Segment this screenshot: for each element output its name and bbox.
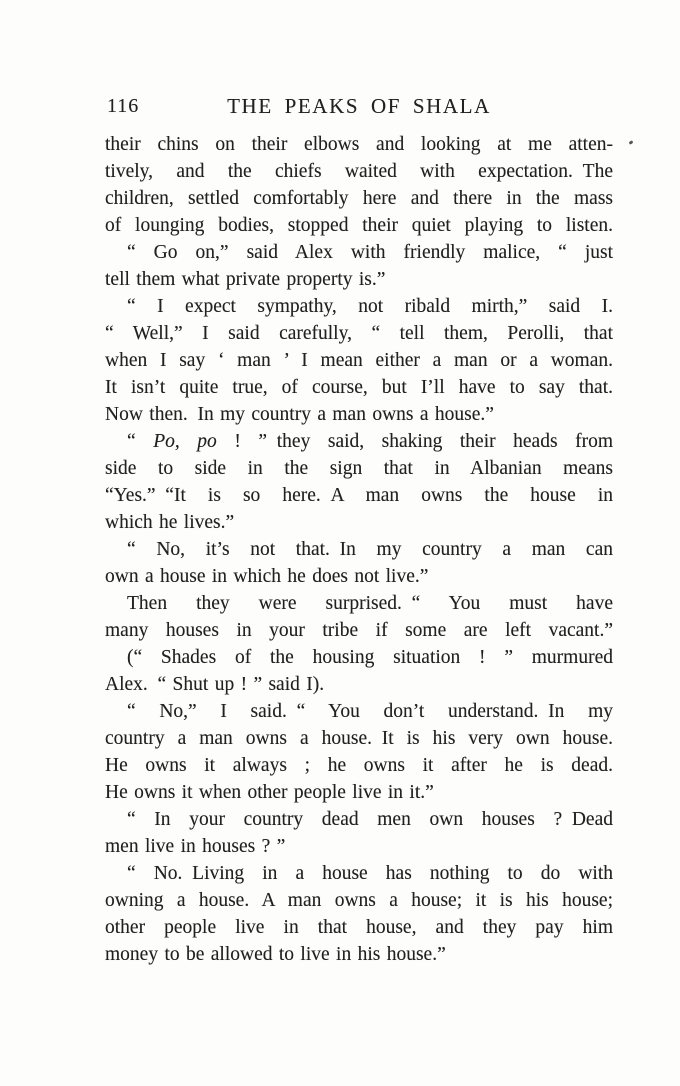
text-line: money to be allowed to live in his house.” [105, 944, 446, 965]
text-line: Alex. “ Shut up ! ” said I). [105, 674, 325, 695]
paragraph [105, 698, 613, 806]
text-line: “ Go on,” said Alex with friendly malice, “ just [127, 242, 613, 263]
text-line: “ I expect sympathy, not ribald mirth,” said I. [127, 296, 613, 317]
text-line: other people live in that house, and they pay him [105, 917, 613, 938]
text-line: country a man owns a house. It is his very own house. [105, 728, 613, 749]
text-line: many houses in your tribe if some are left vacant.” [105, 620, 613, 641]
text-line: It isn’t quite true, of course, but I’ll have to say that. [105, 377, 613, 398]
text-line: “ In your country dead men own houses ? Dead [127, 809, 613, 830]
text-line: “ No. Living in a house has nothing to do with [127, 863, 613, 884]
text-line: “ Po, po ! ” they said, shaking their heads from [127, 431, 613, 452]
paragraph [105, 293, 613, 428]
running-title: THE PEAKS OF SHALA [227, 94, 491, 118]
text-line: He owns it always ; he owns it after he is dead. [105, 755, 613, 776]
text-line: their chins on their elbows and looking at me atten- [105, 134, 613, 155]
text-line: tively, and the chiefs waited with expectation. The [105, 161, 613, 182]
text-line: tell them what private property is.” [105, 269, 386, 290]
paragraph [105, 536, 613, 590]
page-content [105, 94, 613, 968]
text-line: which he lives.” [105, 512, 235, 533]
paragraph [105, 806, 613, 860]
text-line: “ No, it’s not that. In my country a man can [127, 539, 613, 560]
text-body [105, 131, 613, 968]
text-line: men live in houses ? ” [105, 836, 286, 857]
paragraph [105, 644, 613, 698]
text-line: of lounging bodies, stopped their quiet playing to listen. [105, 215, 613, 236]
page-number: 116 [107, 95, 140, 117]
paragraph [105, 590, 613, 644]
text-line: “Yes.” “It is so here. A man owns the house in [105, 485, 613, 506]
text-line: (“ Shades of the housing situation ! ” murmured [127, 647, 613, 668]
paragraph [105, 860, 613, 968]
text-line: He owns it when other people live in it.” [105, 782, 434, 803]
text-line: “ Well,” I said carefully, “ tell them, Perolli, that [105, 323, 613, 344]
paragraph [105, 239, 613, 293]
running-head [105, 94, 613, 118]
text-line: children, settled comfortably here and there in the mass [105, 188, 613, 209]
text-line: Then they were surprised. “ You must have [127, 593, 613, 614]
print-speck-artifact [629, 140, 634, 145]
text-line: owning a house. A man owns a house; it is his house; [105, 890, 613, 911]
text-line: when I say ‘ man ’ I mean either a man or a woman. [105, 350, 613, 371]
text-line: side to side in the sign that in Albanian means [105, 458, 613, 479]
text-line: Now then. In my country a man owns a house.” [105, 404, 494, 425]
paragraph [105, 131, 613, 239]
paragraph [105, 428, 613, 536]
text-line: own a house in which he does not live.” [105, 566, 429, 587]
text-line: “ No,” I said. “ You don’t understand. In my [127, 701, 613, 722]
